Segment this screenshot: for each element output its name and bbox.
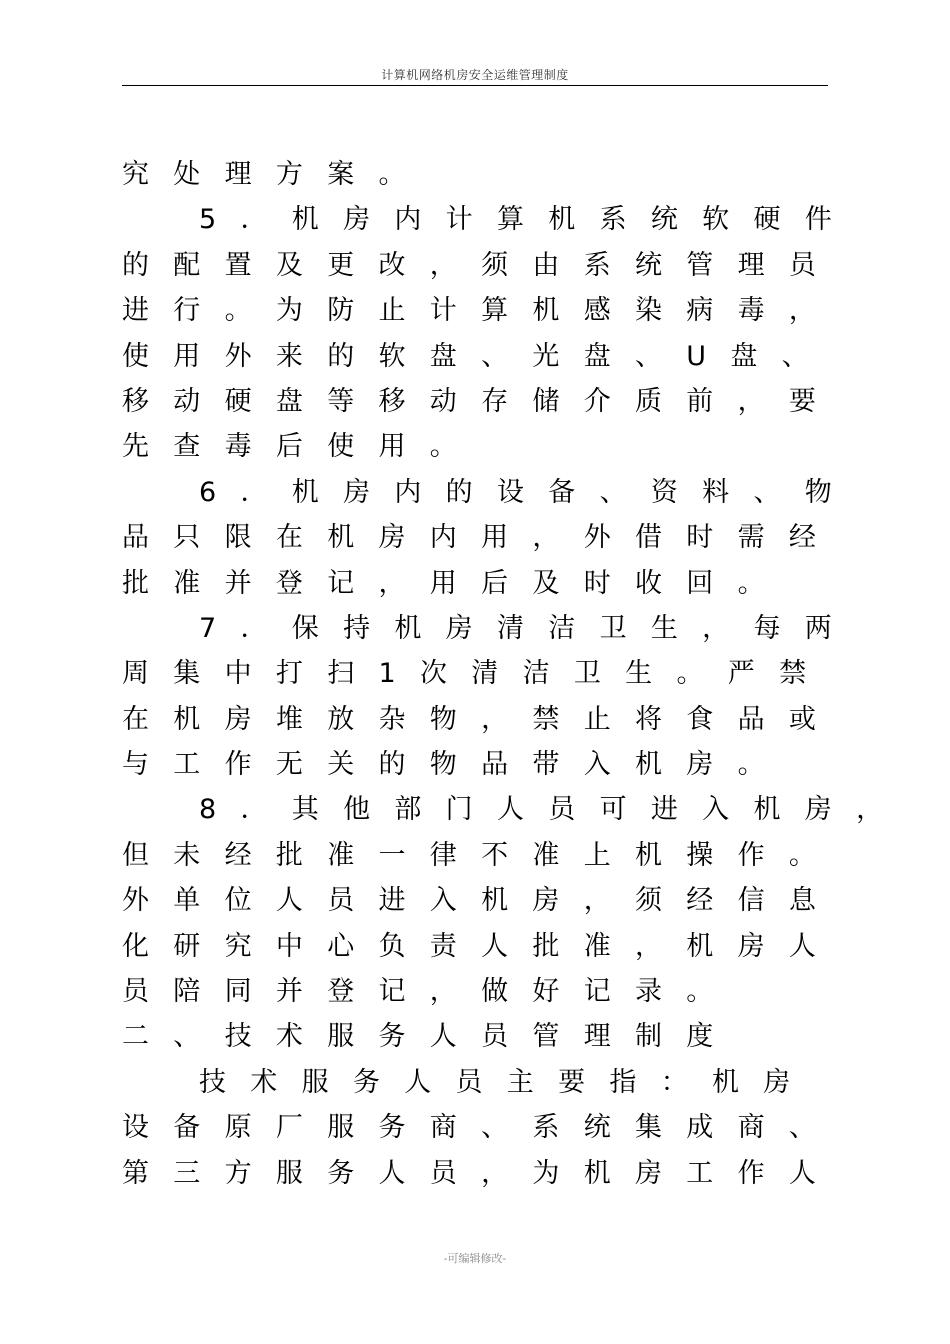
body-line: 外单位人员进入机房，须经信息: [122, 885, 841, 917]
body-line: 批准并登记，用后及时收回。: [122, 567, 789, 599]
body-line: 但未经批准一律不准上机操作。: [122, 839, 841, 871]
body-line: 究处理方案。: [122, 159, 430, 190]
page-footer: -可编辑修改-: [443, 1252, 507, 1265]
body-line: 第三方服务人员，为机房工作人: [122, 1157, 841, 1189]
section-heading: 二、技术服务人员管理制度: [122, 1021, 738, 1053]
page-header-title: 计算机网络机房安全运维管理制度: [381, 68, 569, 82]
body-line: 8．其他部门人员可进入机房，: [199, 794, 908, 826]
body-line: 移动硬盘等移动存储介质前，要: [122, 385, 841, 417]
body-line: 先查毒后使用。: [122, 431, 482, 463]
body-line: 与工作无关的物品带入机房。: [122, 749, 789, 781]
body-line: 进行。为防止计算机感染病毒，: [122, 295, 841, 327]
body-line: 品只限在机房内用，外借时需经: [122, 522, 841, 554]
body-line: 6．机房内的设备、资料、物: [199, 476, 857, 508]
body-line: 的配置及更改，须由系统管理员: [122, 249, 841, 281]
body-line: 7．保持机房清洁卫生，每两: [199, 612, 857, 644]
body-line: 在机房堆放杂物，禁止将食品或: [122, 703, 841, 735]
body-line: 设备原厂服务商、系统集成商、: [122, 1112, 841, 1144]
body-line: 技术服务人员主要指：机房: [199, 1066, 815, 1098]
document-body: [122, 152, 908, 1196]
body-line: 化研究中心负责人批准，机房人: [122, 930, 841, 962]
body-line: 使用外来的软盘、光盘、U盘、: [122, 340, 833, 372]
body-line: 5．机房内计算机系统软硬件: [199, 204, 857, 236]
body-line: 周集中打扫1次清洁卫生。严禁: [122, 658, 831, 690]
header-divider: [122, 85, 828, 86]
body-line: 员陪同并登记，做好记录。: [122, 976, 738, 1008]
